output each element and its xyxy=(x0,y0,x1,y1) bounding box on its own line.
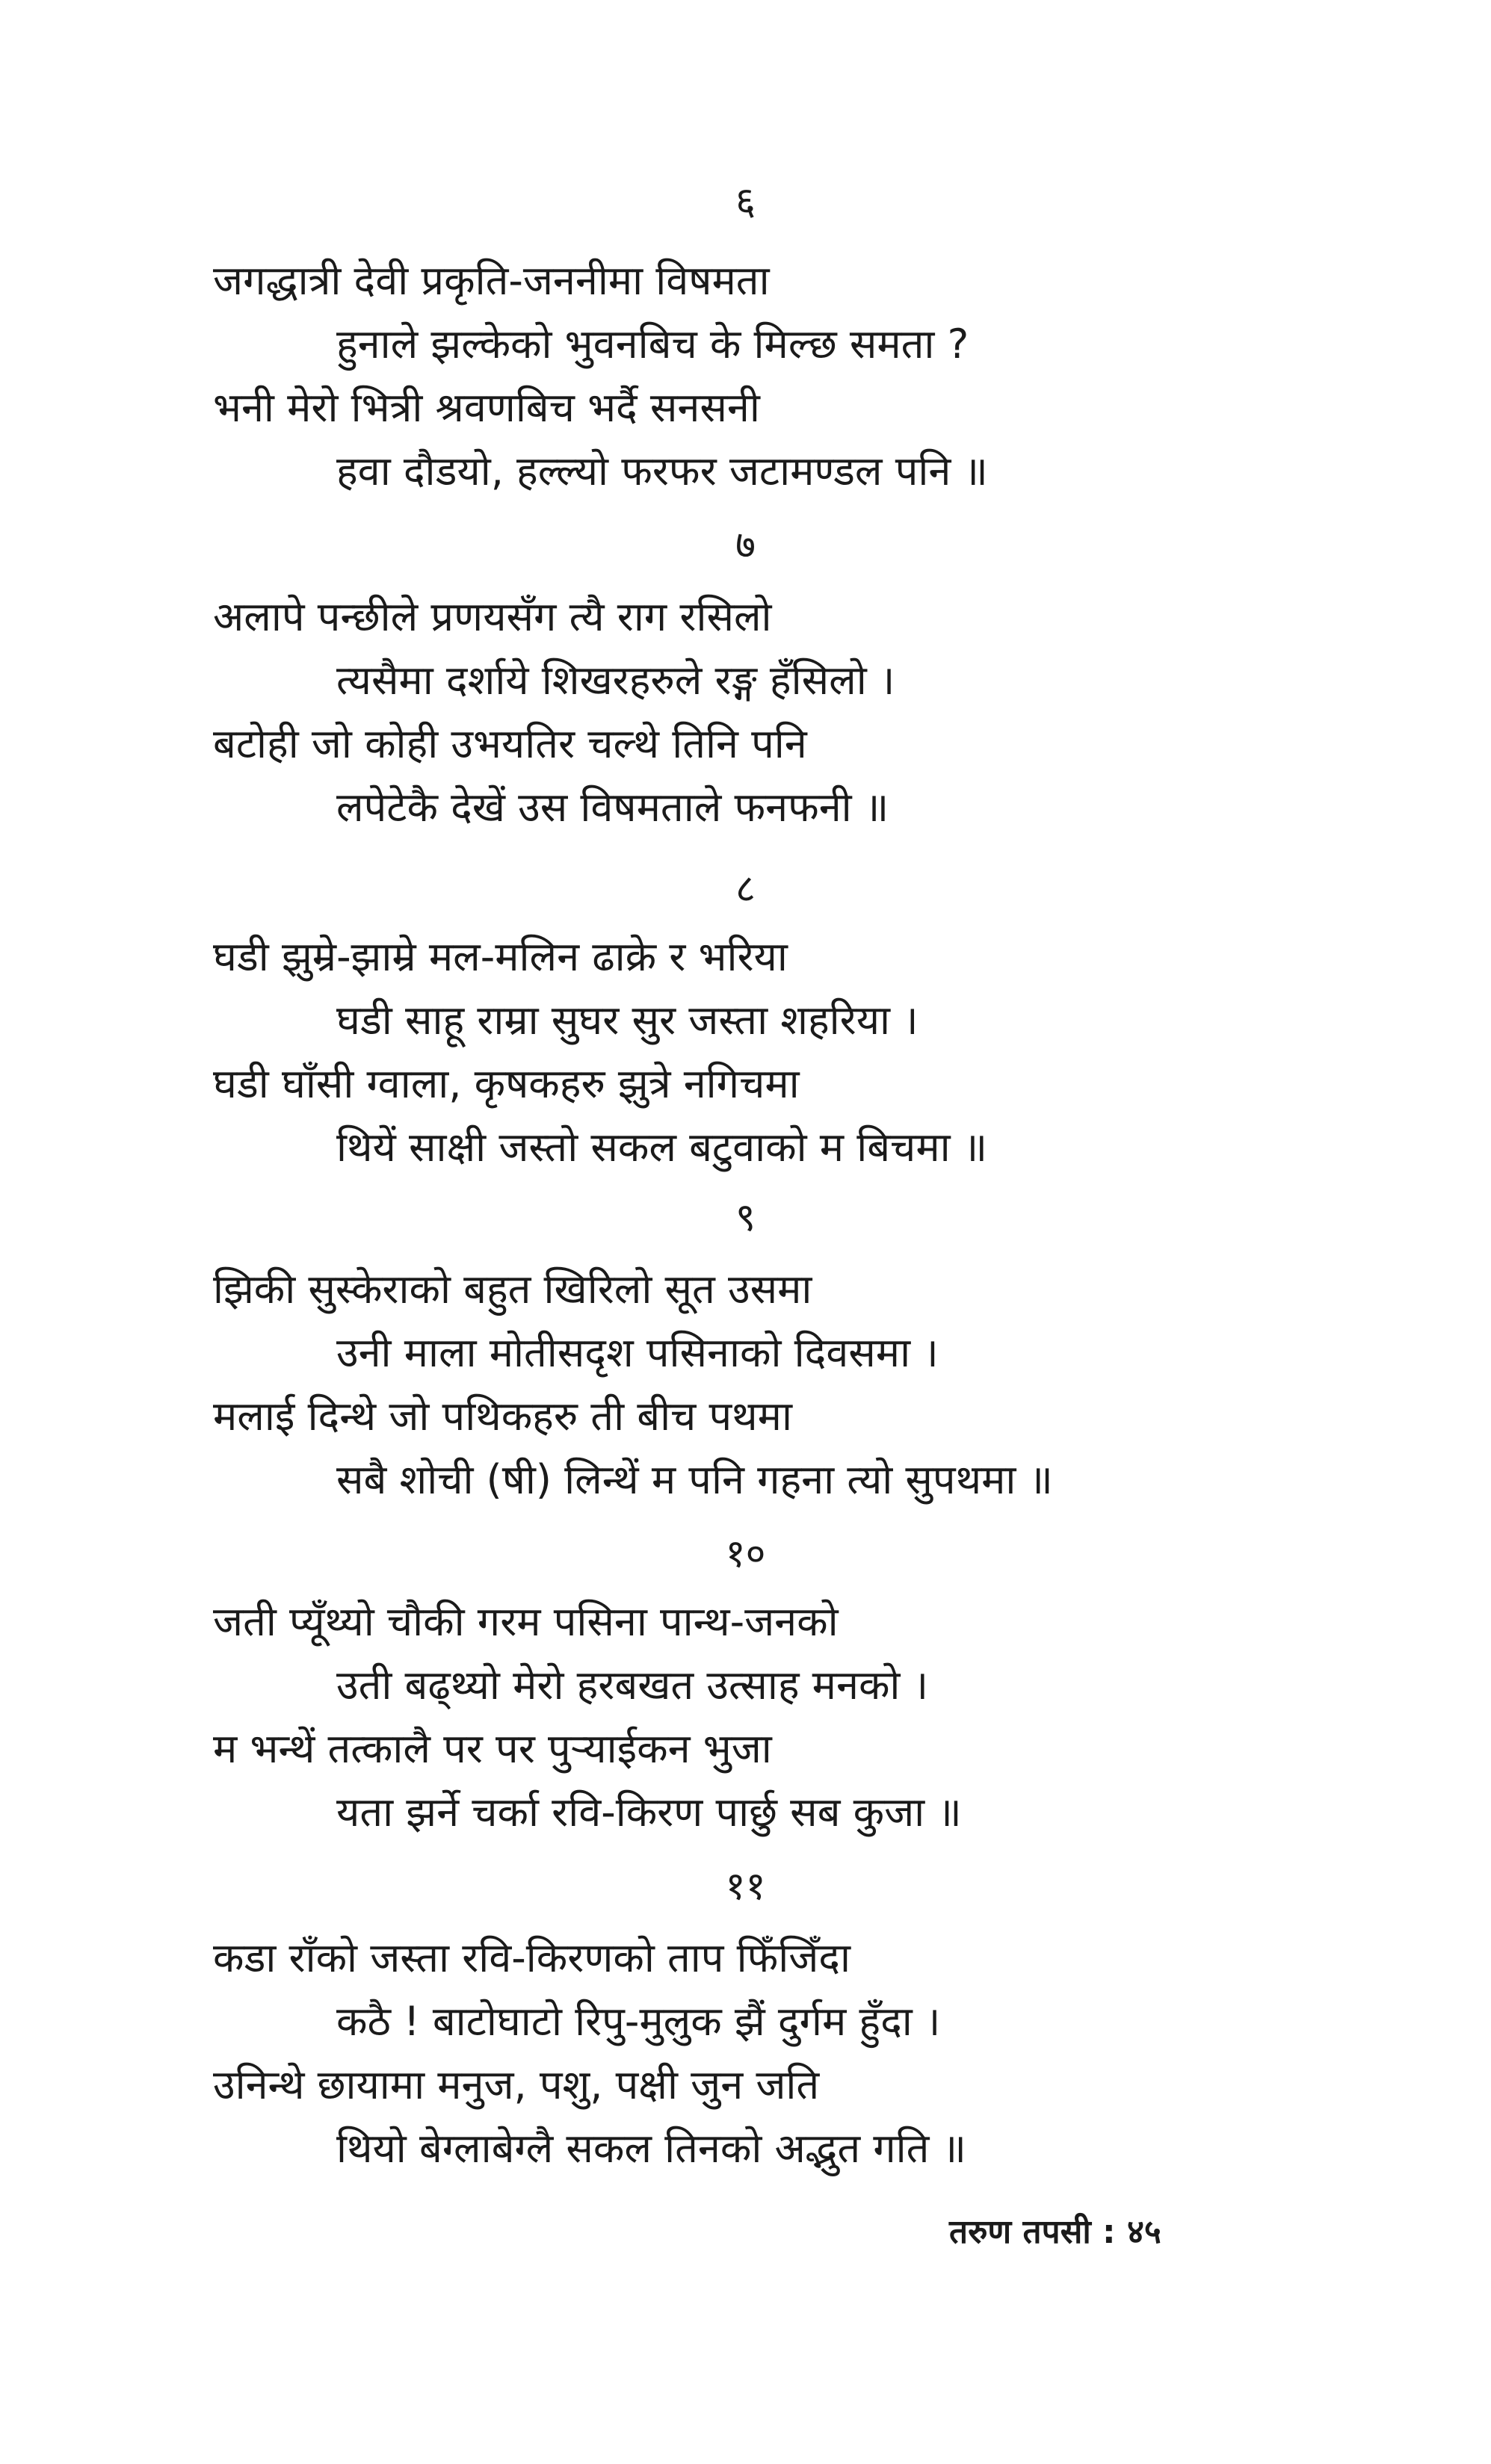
verse-line: कठै ! बाटोघाटो रिपु-मुलुक झैं दुर्गम हुँदा । xyxy=(336,1998,941,2045)
verse-line: यता झर्ने चर्का रवि-किरण पार्छु सब कुजा ॥ xyxy=(336,1789,962,1836)
verse-line: उती बढ्थ्यो मेरो हरबखत उत्साह मनको । xyxy=(336,1662,929,1709)
verse-line: थियो बेग्लाबेग्लै सकल तिनको अद्भुत गति ॥ xyxy=(336,2125,966,2172)
verse-line: भनी मेरो भित्री श्रवणबिच भर्दै सनसनी xyxy=(213,384,760,431)
verse-line: लपेटेकै देखें उस विषमताले फनफनी ॥ xyxy=(336,784,889,831)
stanza-number: ७ xyxy=(735,523,756,568)
verse-line: म भन्थें तत्कालै पर पर पुर्‍याईकन भुजा xyxy=(213,1725,772,1772)
stanza-number: ८ xyxy=(735,867,756,911)
verse-line: घडी साहू राम्रा सुघर सुर जस्ता शहरिया । xyxy=(336,997,919,1044)
verse-line: बटोही जो कोही उभयतिर चल्थे तिनि पनि xyxy=(213,720,807,767)
verse-line: घडी झुम्रे-झाम्रे मल-मलिन ढाक्रे र भरिया xyxy=(213,933,788,980)
verse-line: मलाई दिन्थे जो पथिकहरु ती बीच पथमा xyxy=(213,1393,792,1440)
stanza-number: ११ xyxy=(725,1864,766,1909)
verse-line: अलापे पन्छीले प्रणयसँग त्यै राग रसिलो xyxy=(213,593,772,640)
verse-line: कडा राँको जस्ता रवि-किरणको ताप फिँजिँदा xyxy=(213,1934,851,1981)
stanza-number: ६ xyxy=(735,179,756,224)
verse-line: हवा दौडयो, हल्ल्यो फरफर जटामण्डल पनि ॥ xyxy=(336,448,988,495)
verse-line: थियें साक्षी जस्तो सकल बटुवाको म बिचमा ॥ xyxy=(336,1124,988,1171)
verse-line: जगद्धात्री देवी प्रकृति-जननीमा विषमता xyxy=(213,257,770,304)
stanza-number: १० xyxy=(725,1532,766,1576)
page-footer: तरुण तपसी : ४५ xyxy=(949,2213,1161,2251)
verse-line: घडी घाँसी ग्वाला, कृषकहरु झुत्रे नगिचमा xyxy=(213,1060,800,1107)
verse-line: झिकी सुस्केराको बहुत खिरिलो सूत उसमा xyxy=(213,1266,812,1313)
verse-line: उनी माला मोतीसदृश पसिनाको दिवसमा । xyxy=(336,1329,939,1376)
verse-line: जती प्यूँथ्यो चौकी गरम पसिना पान्थ-जनको xyxy=(213,1598,839,1645)
verse-line: त्यसैमा दर्शाये शिखरहरुले रङ्ग हँसिलो । xyxy=(336,657,895,704)
verse-line: सबै शोची (षी) लिन्थें म पनि गहना त्यो सुपथमा ॥ xyxy=(336,1456,1053,1503)
verse-line: उनिन्थे छायामा मनुज, पशु, पक्षी जुन जति xyxy=(213,2061,820,2108)
verse-line: हुनाले झल्केको भुवनबिच के मिल्छ समता ? xyxy=(336,321,969,368)
stanza-number: ९ xyxy=(735,1195,756,1240)
